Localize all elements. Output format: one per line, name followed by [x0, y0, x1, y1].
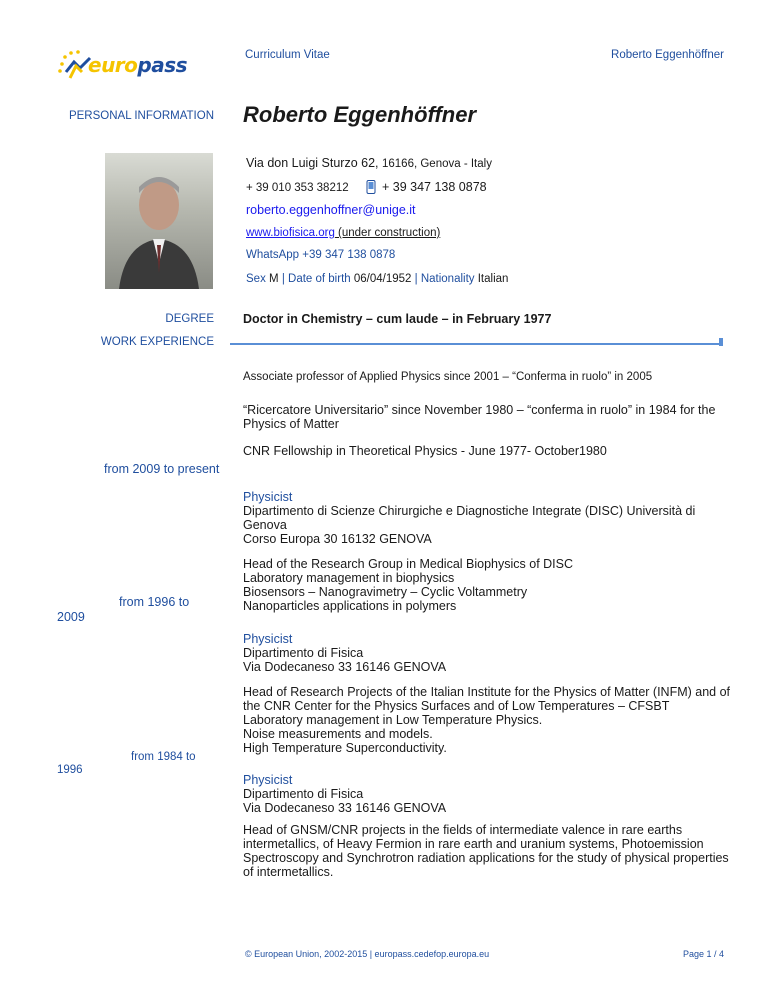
logo-pass: pass — [137, 53, 188, 77]
role: Physicist — [243, 490, 293, 504]
desc-line: Laboratory management in Low Temperature Physics. — [243, 713, 543, 727]
address-city: 16166, Genova - Italy — [381, 158, 492, 170]
period-entry-2-a: from 1996 to — [119, 595, 190, 609]
period-entry-3-b: 1996 — [57, 764, 83, 776]
sex-label: Sex — [246, 273, 266, 285]
section-divider — [230, 343, 720, 345]
work-summary-3: CNR Fellowship in Theoretical Physics - June 1977- October1980 — [243, 444, 607, 458]
desc-line: Head of Research Projects of the Italian Institute for the Physics of Matter (INFM) and of — [243, 685, 731, 699]
footer-copyright: © European Union, 2002-2015 | europass.cedefop.europa.eu — [245, 949, 490, 959]
org-address: Via Dodecaneso 33 16146 GENOVA — [243, 660, 447, 674]
role: Physicist — [243, 773, 293, 787]
work-summary-2 — [243, 403, 715, 431]
desc-line: Laboratory management in biophysics — [243, 571, 455, 585]
desc-line: High Temperature Superconductivity. — [243, 741, 447, 755]
separator: | — [411, 273, 421, 285]
desc-line: Noise measurements and models. — [243, 727, 433, 741]
sex-value: M — [269, 273, 279, 285]
whatsapp: WhatsApp +39 347 138 0878 — [246, 249, 396, 261]
mobile-phone-icon — [366, 180, 376, 194]
address-street: Via don Luigi Sturzo 62, — [246, 156, 382, 170]
organization: Dipartimento di Scienze Chirurgiche e Diagnostiche Integrate (DISC) Università di — [243, 504, 696, 518]
person-name: Roberto Eggenhöffner — [243, 102, 477, 127]
address — [246, 156, 492, 171]
period-entry-3-a: from 1984 to — [131, 751, 196, 763]
email-link[interactable]: roberto.eggenhoffner@unige.it — [246, 203, 416, 217]
period-entry-1: from 2009 to present — [104, 462, 220, 476]
section-label-degree: DEGREE — [165, 313, 214, 325]
work-entry-3-desc — [243, 823, 729, 879]
dob-label: Date of birth — [288, 273, 351, 285]
phone: + 39 010 353 38212 — [246, 182, 349, 194]
logo-euro: euro — [88, 53, 138, 77]
desc-line: the CNR Center for the Physics Surfaces and of Low Temperatures – CFSBT — [243, 699, 670, 713]
section-label-work: WORK EXPERIENCE — [100, 336, 214, 348]
website — [246, 227, 440, 239]
work-entry-3 — [243, 773, 446, 815]
work-summary-2-line1: “Ricercatore Universitario” since November 1980 – “conferma in ruolo” in 1984 for the — [243, 403, 716, 417]
mobile: + 39 347 138 0878 — [382, 180, 487, 194]
cv-title: Curriculum Vitae — [245, 49, 330, 61]
work-summary-2-line2: Physics of Matter — [243, 417, 339, 431]
person-silhouette-icon — [105, 153, 213, 289]
section-divider-end — [719, 338, 723, 346]
dob-value: 06/04/1952 — [353, 273, 412, 285]
org-address: Via Dodecaneso 33 16146 GENOVA — [243, 801, 447, 815]
owner-name-header: Roberto Eggenhöffner — [611, 49, 724, 61]
desc-line: of intermetallics. — [243, 865, 334, 879]
period-entry-2-b: 2009 — [57, 610, 85, 624]
desc-line: Head of GNSM/CNR projects in the fields of intermediate valence in rare earths — [243, 823, 683, 837]
desc-line: Nanoparticles applications in polymers — [243, 599, 457, 613]
personal-details — [246, 273, 508, 285]
europass-logo — [56, 50, 188, 80]
separator: | — [278, 273, 289, 285]
work-entry-2 — [243, 632, 446, 674]
profile-photo — [105, 153, 213, 289]
desc-line: Head of the Research Group in Medical Biophysics of DISC — [243, 557, 574, 571]
nationality-value: Italian — [477, 273, 509, 285]
organization: Dipartimento di Fisica — [243, 646, 364, 660]
organization-cont: Genova — [243, 518, 287, 532]
website-link[interactable]: www.biofisica.org — [246, 227, 335, 239]
desc-line: Biosensors – Nanogravimetry – Cyclic Voltammetry — [243, 585, 528, 599]
role: Physicist — [243, 632, 293, 646]
desc-line: Spectroscopy and Synchrotron radiation applications for the study of physical properties — [243, 851, 729, 865]
section-label-personal: PERSONAL INFORMATION — [68, 110, 214, 122]
work-entry-2-desc — [243, 685, 730, 755]
work-entry-1 — [243, 490, 713, 546]
org-address: Corso Europa 30 16132 GENOVA — [243, 532, 432, 546]
nationality-label: Nationality — [420, 273, 475, 285]
work-summary-1: Associate professor of Applied Physics since 2001 – “Conferma in ruolo” in 2005 — [243, 371, 653, 383]
work-entry-1-desc — [243, 557, 573, 613]
page-number: Page 1 / 4 — [682, 949, 724, 959]
degree-text: Doctor in Chemistry – cum laude – in February 1977 — [243, 312, 552, 326]
website-note: (under construction) — [334, 227, 441, 239]
desc-line: intermetallics, of Heavy Fermion in rare earth and uranium systems, Photoemission — [243, 837, 704, 851]
organization: Dipartimento di Fisica — [243, 787, 364, 801]
